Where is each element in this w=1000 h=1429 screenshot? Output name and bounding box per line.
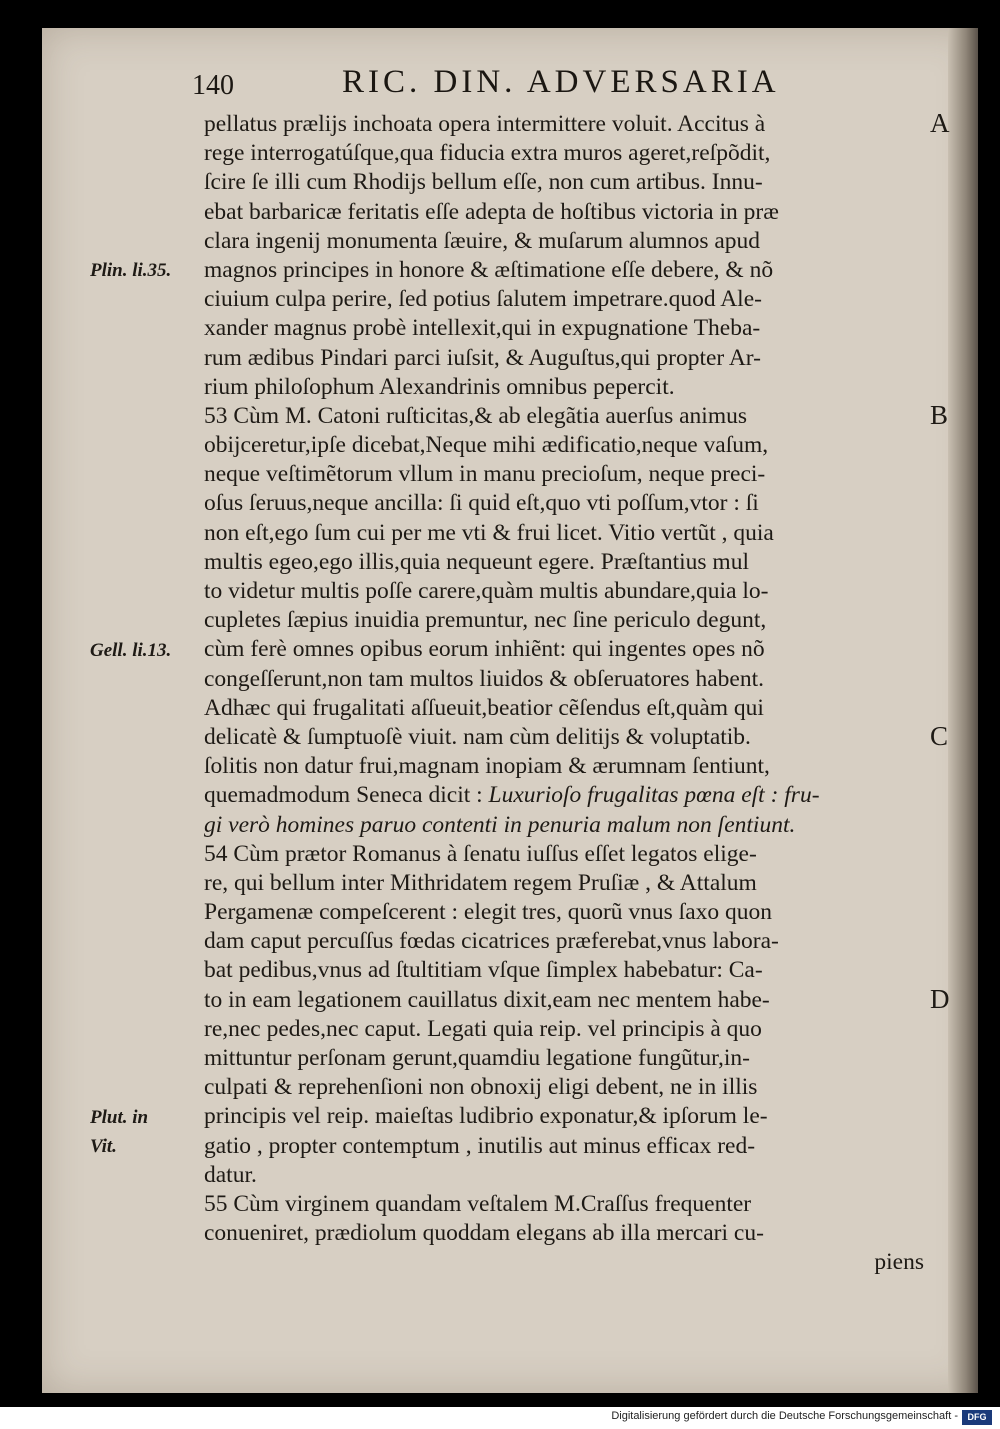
- text-line: obijceretur,ipſe dicebat,Neque mihi ædificatio,neque vaſum,: [204, 432, 769, 459]
- text-line: rum ædibus Pindari parci iuſsit, & Auguſtus,qui propter Ar-: [204, 344, 761, 371]
- section-letter: B: [930, 400, 949, 430]
- running-head: RIC. DIN. ADVERSARIA: [342, 64, 780, 100]
- text-line: culpati & reprehenſioni non obnoxij eligi debent, ne in illis: [204, 1074, 758, 1101]
- text-line: multis egeo,ego illis,quia nequeunt egere. Præſtantius mul: [204, 548, 749, 575]
- text-line: gatio , propter contemptum , inutilis aut minus efficax red-: [204, 1132, 756, 1159]
- text-line: principis vel reip. maieſtas ludibrio exponatur,& ipſorum le-: [204, 1103, 768, 1130]
- text-line: cùm ferè omnes opibus eorum inhiẽnt: qui ingentes opes nõ: [204, 636, 765, 663]
- text-line: ſcire ſe illi cum Rhodijs bellum eſſe, non cum artibus. Innu-: [204, 169, 763, 196]
- margin-note: Gell. li.13.: [90, 639, 172, 661]
- footer-bar: [0, 1407, 1000, 1429]
- text-line: ciuium culpa perire, ſed potius ſalutem impetrare.quod Ale-: [204, 286, 762, 313]
- body-text: [204, 110, 924, 1278]
- text-line: Pergamenæ compeſcerent : elegit tres, quorũ vnus ſaxo quon: [204, 899, 772, 926]
- text-line: Adhæc qui frugalitati aſſueuit,beatior cẽſendus eſt,quàm qui: [204, 694, 764, 721]
- digitization-credit: Digitalisierung gefördert durch die Deutsche Forschungsgemeinschaft -: [611, 1410, 958, 1422]
- text-line: ebat barbaricæ feritatis eſſe adepta de hoſtibus victoria in præ: [204, 198, 779, 225]
- page-header: [192, 64, 832, 104]
- text-line: to videtur multis poſſe carere,quàm multis abundare,quia lo-: [204, 578, 769, 604]
- text-line: ſolitis non datur frui,magnam inopiam & ærumnam ſentiunt,: [204, 753, 770, 780]
- text-line: gi verò homines paruo contenti in penuria malum non ſentiunt.: [204, 811, 796, 838]
- text-line: neque veſtimẽtorum vllum in manu precioſum, neque preci-: [204, 461, 766, 488]
- text-line: mittuntur perſonam gerunt,quamdiu legatione fungũtur,in-: [204, 1045, 750, 1071]
- dfg-logo: DFG: [962, 1410, 992, 1425]
- page-number: 140: [192, 70, 234, 101]
- text-line: congeſſerunt,non tam multos liuidos & obſeruatores habent.: [204, 665, 764, 692]
- section-letter: D: [930, 984, 950, 1014]
- text-line: clara ingenij monumenta ſæuire, & muſarum alumnos apud: [204, 227, 761, 254]
- text-line: bat pedibus,vnus ad ſtultitiam vſque ſimplex habebatur: Ca-: [204, 957, 763, 984]
- text-line: quemadmodum Seneca dicit : Luxurioſo frugalitas pœna eſt : fru-: [204, 782, 820, 809]
- text-line: non eſt,ego ſum cui per me vti & frui licet. Vitio vertũt , quia: [204, 519, 774, 546]
- text-line: magnos principes in honore & æſtimatione eſſe debere, & nõ: [204, 256, 774, 283]
- text-line: 53 Cùm M. Catoni ruſticitas,& ab elegãtia auerſus animus: [204, 402, 748, 429]
- margin-note: Plin. li.35.: [90, 260, 172, 281]
- margin-note: Plut. in: [90, 1106, 149, 1128]
- book-page: [42, 28, 978, 1393]
- text-line: dam caput percuſſus fœdas cicatrices præferebat,vnus labora-: [204, 928, 779, 955]
- text-line: rege interrogatúſque,qua fiducia extra muros ageret,reſpõdit,: [204, 140, 771, 167]
- text-line: xander magnus probè intellexit,qui in expugnatione Theba-: [204, 315, 761, 342]
- text-line: rium philoſophum Alexandrinis omnibus pepercit.: [204, 373, 675, 400]
- text-line: delicatè & ſumptuoſè viuit. nam cùm delitijs & voluptatib.: [204, 723, 751, 750]
- section-letter: A: [930, 108, 950, 138]
- text-line: re, qui bellum inter Mithridatem regem Pruſiæ , & Attalum: [204, 869, 757, 896]
- text-line: re,nec pedes,nec caput. Legati quia reip. vel principis à quo: [204, 1015, 762, 1042]
- text-line: conueniret, prædiolum quoddam elegans ab illa mercari cu-: [204, 1220, 764, 1247]
- text-line: to in eam legationem cauillatus dixit,eam nec mentem habe-: [204, 986, 770, 1013]
- margin-note: Vit.: [90, 1136, 117, 1157]
- book-spine-shadow: [948, 28, 978, 1393]
- section-letter: C: [930, 721, 949, 752]
- text-line: piens: [874, 1249, 924, 1276]
- text-line: oſus ſeruus,neque ancilla: ſi quid eſt,quo vti poſſum,vtor : ſi: [204, 490, 759, 517]
- text-line: pellatus prælijs inchoata opera intermittere voluit. Accitus à: [204, 111, 766, 137]
- text-line: cupletes ſæpius inuidia premuntur, nec ſine periculo degunt,: [204, 607, 767, 634]
- text-line: datur.: [204, 1161, 257, 1188]
- text-line: 54 Cùm prætor Romanus à ſenatu iuſſus eſſet legatos elige-: [204, 840, 757, 867]
- text-line: 55 Cùm virginem quandam veſtalem M.Craſſus frequenter: [204, 1190, 752, 1217]
